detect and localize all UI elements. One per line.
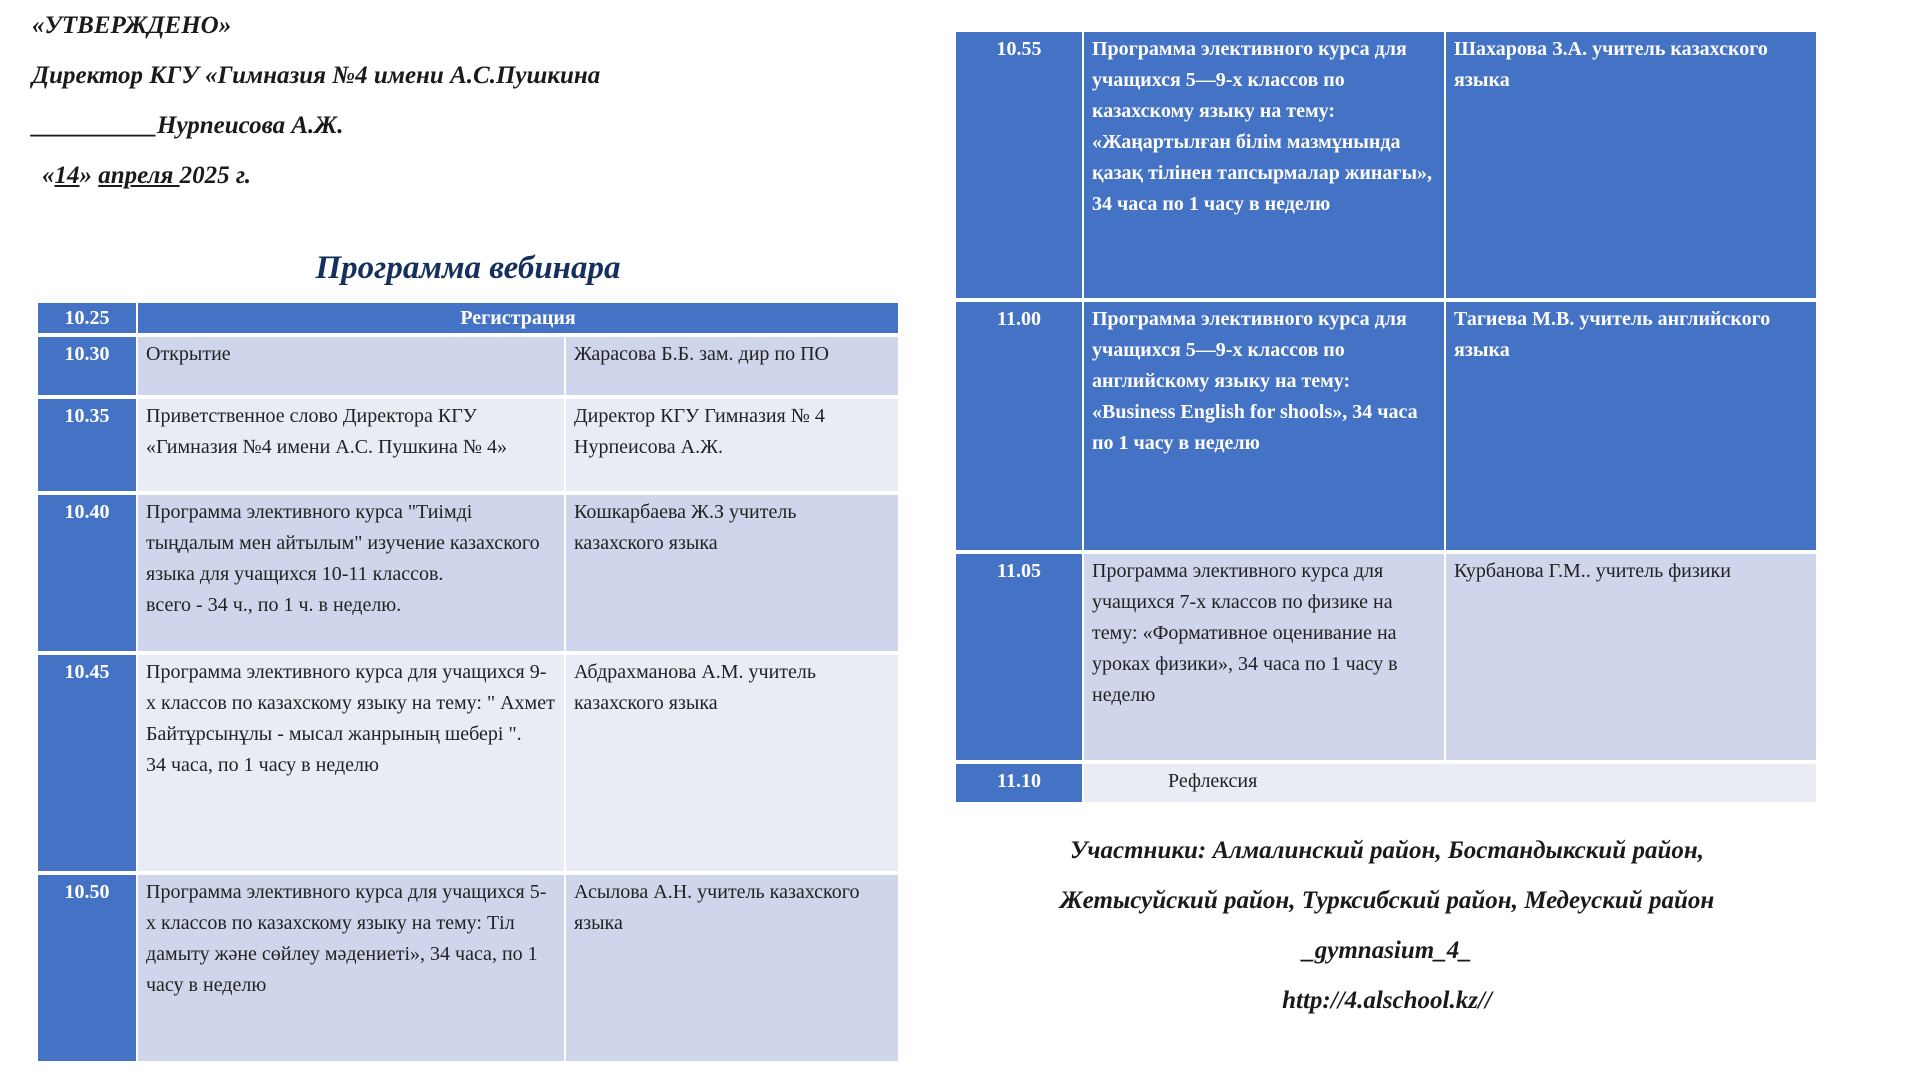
speaker-cell: Кошкарбаева Ж.З учитель казахского языка xyxy=(566,495,900,655)
participants-line-1: Участники: Алмалинский район, Бостандыкский район, xyxy=(1070,837,1704,864)
time-cell: 10.25 xyxy=(38,303,138,337)
time-cell: 10.30 xyxy=(38,337,138,399)
table-row xyxy=(38,655,900,875)
table-row xyxy=(38,337,900,399)
event-text: Программа элективного курса "Тиімді тыңдалым мен айтылым" изучение казахского языка для учащихся 10-11 классов. xyxy=(146,501,540,585)
event-cell: Приветственное слово Директора КГУ «Гимназия №4 имени А.С. Пушкина № 4» xyxy=(138,399,566,495)
time-cell: 10.50 xyxy=(38,875,138,1061)
website-link[interactable]: http://4.alschool.kz// xyxy=(1282,987,1492,1014)
date-quote-open: « xyxy=(42,162,55,189)
table-row xyxy=(956,554,1818,764)
speaker-cell: Тагиева М.В. учитель английского языка xyxy=(1446,302,1818,554)
signature-name: Нурпеисова А.Ж. xyxy=(157,112,344,139)
speaker-cell: Асылова А.Н. учитель казахского языка xyxy=(566,875,900,1061)
director-line: Директор КГУ «Гимназия №4 имени А.С.Пушкина xyxy=(32,62,601,89)
table-row xyxy=(38,495,900,655)
schedule-table-right xyxy=(956,32,1818,802)
speaker-cell: Директор КГУ Гимназия № 4 Нурпеисова А.Ж. xyxy=(566,399,900,495)
signature-line xyxy=(32,108,732,158)
table-row xyxy=(38,303,900,337)
event-cell: Программа элективного курса для учащихся 5-х классов по казахскому языку на тему: Тіл дамыту және сөйлеу мәдениеті», 34 часа, по 1 часу в неделю xyxy=(138,875,566,1061)
reflection-cell: Рефлексия xyxy=(1084,764,1818,802)
schedule-table-left xyxy=(38,303,900,1061)
approval-block xyxy=(32,8,732,208)
event-cell: Открытие xyxy=(138,337,566,399)
time-cell: 11.10 xyxy=(956,764,1084,802)
date-month: апреля xyxy=(98,162,180,189)
registration-cell: Регистрация xyxy=(138,303,900,337)
date-year: 2025 г. xyxy=(179,162,251,189)
date-day: 14 xyxy=(54,162,80,189)
speaker-cell: Шахарова З.А. учитель казахского языка xyxy=(1446,32,1818,302)
page-title: Программа вебинара xyxy=(315,250,621,286)
speaker-cell: Жарасова Б.Б. зам. дир по ПО xyxy=(566,337,900,399)
table-row xyxy=(38,399,900,495)
event-hours: всего - 34 ч., по 1 ч. в неделю. xyxy=(146,594,402,616)
time-cell: 11.00 xyxy=(956,302,1084,554)
event-cell xyxy=(138,655,566,875)
event-cell: Программа элективного курса для учащихся 5—9-х классов по казахскому языку на тему: «Жаңартылған білім мазмұнында қазақ тілінен тапсырмалар жинағы», 34 часа по 1 часу в неделю xyxy=(1084,32,1446,302)
table-row xyxy=(956,764,1818,802)
signature-blank: __________ xyxy=(32,112,157,139)
table-row xyxy=(956,32,1818,302)
event-cell xyxy=(138,495,566,655)
participants-line-2: Жетысуйский район, Турксибский район, Медеуский район xyxy=(1059,887,1715,914)
event-hours: 34 часа, по 1 часу в неделю xyxy=(146,754,379,776)
event-cell: Программа элективного курса для учащихся 7-х классов по физике на тему: «Формативное оценивание на уроках физики», 34 часа по 1 часу в неделю xyxy=(1084,554,1446,764)
instagram-handle: _gymnasium_4_ xyxy=(1302,937,1472,964)
time-cell: 10.35 xyxy=(38,399,138,495)
time-cell: 10.55 xyxy=(956,32,1084,302)
approval-date xyxy=(32,158,732,208)
table-row xyxy=(38,875,900,1061)
footer-block xyxy=(956,826,1818,1026)
time-cell: 10.45 xyxy=(38,655,138,875)
table-row xyxy=(956,302,1818,554)
speaker-cell: Абдрахманова А.М. учитель казахского языка xyxy=(566,655,900,875)
speaker-cell: Курбанова Г.М.. учитель физики xyxy=(1446,554,1818,764)
approved-label: «УТВЕРЖДЕНО» xyxy=(32,12,232,39)
time-cell: 11.05 xyxy=(956,554,1084,764)
time-cell: 10.40 xyxy=(38,495,138,655)
event-cell: Программа элективного курса для учащихся 5—9-х классов по английскому языку на тему: «Business English for shools», 34 часа по 1 часу в неделю xyxy=(1084,302,1446,554)
event-text: Программа элективного курса для учащихся 9-х классов по казахскому языку на тему: " Ахмет Байтұрсынұлы - мысал жанрының шебері ". xyxy=(146,661,555,745)
date-quote-close: » xyxy=(79,162,99,189)
